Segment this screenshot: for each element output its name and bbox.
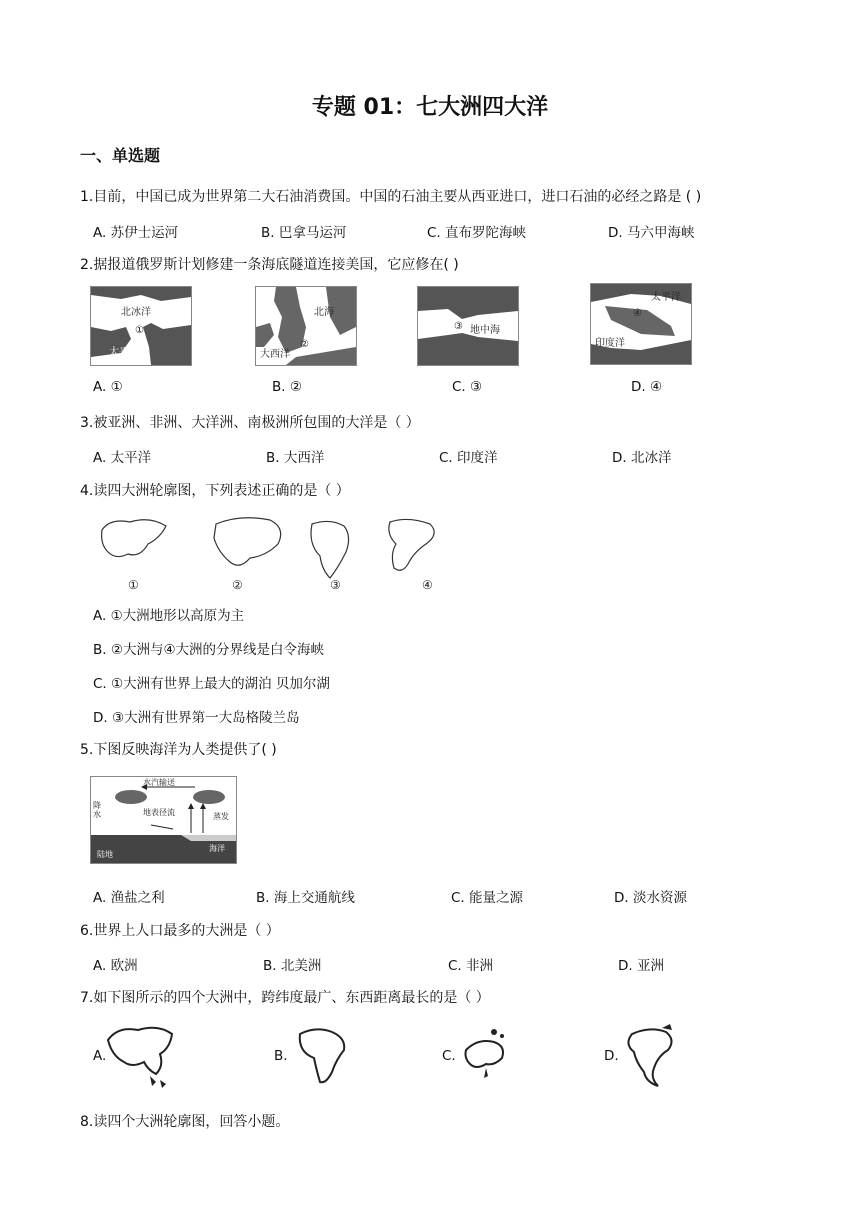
question-1-stem: 1.目前，中国已成为世界第二大石油消费国。中国的石油主要从西亚进口，进口石油的必经之路是 ( )	[80, 189, 702, 205]
q5-label-evap: 蒸发	[213, 812, 229, 821]
q1-option-b[interactable]: B. 巴拿马运河	[261, 225, 347, 241]
q3-option-c[interactable]: C. 印度洋	[439, 450, 498, 466]
question-4-stem: 4.读四大洲轮廓图，下列表述正确的是（ ）	[80, 483, 350, 499]
map4-label-2: ④	[633, 308, 642, 319]
map1-label-1: 北冰洋	[121, 307, 151, 318]
q5-label-rain: 降水	[93, 801, 101, 819]
question-3-stem: 3.被亚洲、非洲、大洋洲、南极洲所包围的大洋是（ ）	[80, 415, 420, 431]
question-8-stem: 8.读四个大洲轮廓图，回答小题。	[80, 1114, 290, 1130]
q2-map-2	[255, 286, 357, 366]
q7-option-b[interactable]: B.	[274, 1048, 288, 1064]
q5-label-vapor: 水汽输送	[143, 778, 175, 787]
q4-option-c[interactable]: C. ①大洲有世界上最大的湖泊 贝加尔湖	[93, 676, 330, 692]
map4-label-3: 印度洋	[595, 338, 625, 349]
q6-option-d[interactable]: D. 亚洲	[618, 958, 664, 974]
q3-option-a[interactable]: A. 太平洋	[93, 450, 152, 466]
q4-option-d[interactable]: D. ③大洲有世界第一大岛格陵兰岛	[93, 710, 300, 726]
q7-continent-d-outline	[622, 1022, 682, 1090]
q7-continent-b-outline	[292, 1024, 352, 1088]
q2-option-a[interactable]: A. ①	[93, 379, 123, 395]
q4-map-label-3: ③	[330, 578, 341, 592]
q4-option-a[interactable]: A. ①大洲地形以高原为主	[93, 608, 245, 624]
q1-option-a[interactable]: A. 苏伊士运河	[93, 225, 179, 241]
map2-label-1: 北海	[314, 307, 334, 318]
q3-option-b[interactable]: B. 大西洋	[266, 450, 325, 466]
q2-option-d[interactable]: D. ④	[631, 379, 663, 395]
map3-label-2: ③	[454, 321, 463, 332]
q5-option-d[interactable]: D. 淡水资源	[614, 890, 687, 906]
map3-label-3: 地中海	[470, 325, 500, 336]
q1-option-c[interactable]: C. 直布罗陀海峡	[427, 225, 527, 241]
q5-label-runoff: 地表径流	[143, 808, 175, 817]
question-2-stem: 2.据报道俄罗斯计划修建一条海底隧道连接美国，它应修在( )	[80, 257, 459, 273]
q5-label-land: 陆地	[97, 850, 113, 859]
q5-option-a[interactable]: A. 渔盐之利	[93, 890, 165, 906]
q2-map-4	[590, 283, 692, 365]
q7-continent-a-outline	[104, 1022, 176, 1090]
q3-option-d[interactable]: D. 北冰洋	[612, 450, 672, 466]
map1-label-2: ①	[135, 325, 144, 336]
q7-option-a[interactable]: A.	[93, 1048, 107, 1064]
q7-continent-c-outline	[460, 1026, 512, 1080]
q4-continent-outlines	[90, 508, 465, 594]
q4-option-b[interactable]: B. ②大洲与④大洲的分界线是白令海峡	[93, 642, 325, 658]
q2-map-1	[90, 286, 192, 366]
q4-map-label-4: ④	[422, 578, 433, 592]
q7-option-d[interactable]: D.	[604, 1048, 619, 1064]
q5-water-cycle-diagram	[90, 776, 237, 864]
q4-map-label-1: ①	[128, 578, 139, 592]
question-5-stem: 5.下图反映海洋为人类提供了( )	[80, 742, 277, 758]
q2-option-b[interactable]: B. ②	[272, 379, 302, 395]
page-title: 专题 01：七大洲四大洋	[311, 95, 549, 120]
question-6-stem: 6.世界上人口最多的大洲是（ ）	[80, 923, 280, 939]
section-heading: 一、单选题	[80, 146, 161, 165]
q2-map-3	[417, 286, 519, 366]
q5-label-ocean: 海洋	[209, 844, 225, 853]
q6-option-a[interactable]: A. 欧洲	[93, 958, 138, 974]
map4-label-1: 太平洋	[651, 292, 681, 303]
q4-map-label-2: ②	[232, 578, 243, 592]
map3-label-1: 大西洋	[420, 325, 450, 336]
map2-label-2: 大西洋	[260, 349, 290, 360]
q2-option-c[interactable]: C. ③	[452, 379, 483, 395]
q6-option-c[interactable]: C. 非洲	[448, 958, 494, 974]
map1-label-3: 太平洋	[109, 347, 139, 358]
q5-option-c[interactable]: C. 能量之源	[451, 890, 524, 906]
q7-option-c[interactable]: C.	[442, 1048, 456, 1064]
map2-label-3: ②	[300, 339, 309, 350]
q5-option-b[interactable]: B. 海上交通航线	[256, 890, 355, 906]
q1-option-d[interactable]: D. 马六甲海峡	[608, 225, 695, 241]
question-7-stem: 7.如下图所示的四个大洲中，跨纬度最广、东西距离最长的是（ ）	[80, 990, 490, 1006]
q4-outlines-svg	[90, 508, 465, 594]
q6-option-b[interactable]: B. 北美洲	[263, 958, 322, 974]
